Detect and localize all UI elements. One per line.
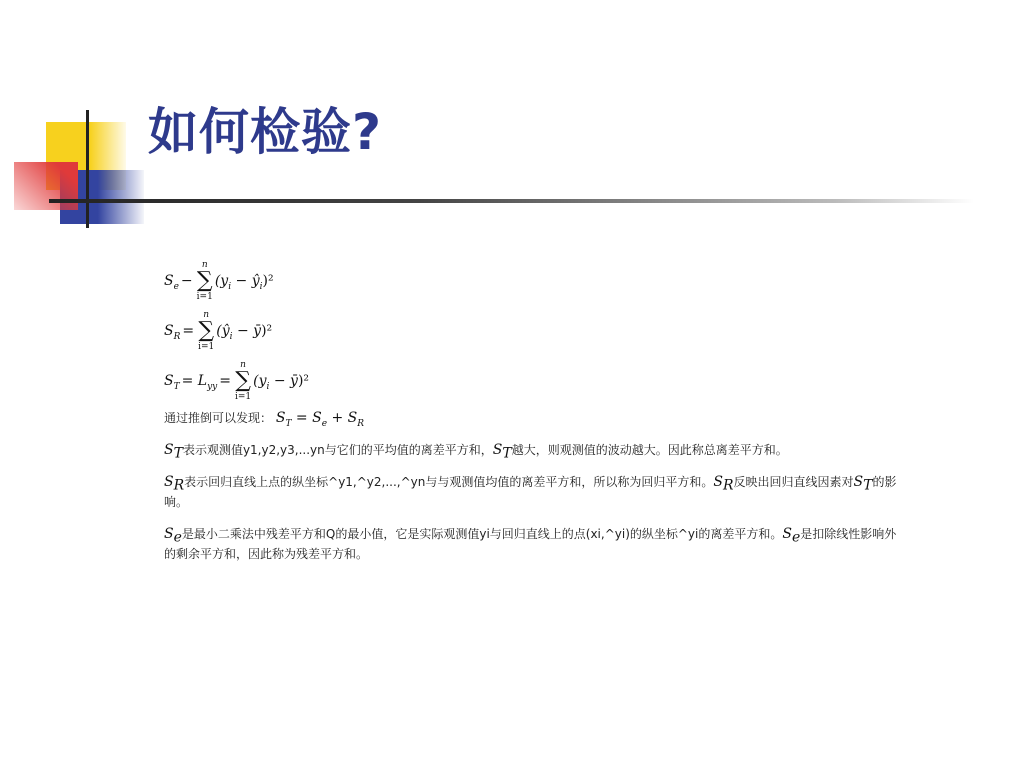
decor-vertical-line: [86, 110, 89, 228]
slide-title: 如何检验?: [148, 103, 383, 161]
sum-symbol: n ∑ i=1: [196, 260, 213, 302]
title-underline: [49, 199, 974, 203]
slide-content: [164, 258, 904, 564]
formula-st: $S_T$ = $L_{yy}$ = n ∑ i=1 ($y_i$ − ȳ)²: [164, 360, 310, 402]
sum-symbol: n ∑ i=1: [198, 310, 215, 352]
formula-se: $S_e$ − n ∑ i=1 ($y_i$ − $ŷ_i)^2$: [164, 260, 274, 302]
paragraph-st: $S_T$表示观测值y1,y2,y3,...yn与它们的平均值的离差平方和，$S_T$越大，则观测值的波动越大。因此称总离差平方和。: [164, 442, 788, 462]
derivation-line: 通过推倒可以发现： $S_T = S_e + S_R$: [164, 410, 365, 429]
paragraph-sr: $S_R$表示回归直线上点的纵坐标^y1,^y2,...,^yn与与观测值均值的离差平方和，所以称为回归平方和。$S_R$反映出回归直线因素对$S_T$的影响。: [164, 474, 897, 509]
formula-sr: $S_R$ = n ∑ i=1 ($ŷ_i$ − ȳ)²: [164, 310, 273, 352]
sum-symbol: n ∑ i=1: [235, 360, 252, 402]
paragraph-se: $S_e$是最小二乘法中残差平方和Q的最小值，它是实际观测值yi与回归直线上的点(xi,^yi)的纵坐标^yi的离差平方和。$S_e$是扣除线性影响外的剩余平方和，因此称为残差平方和。: [164, 526, 897, 561]
